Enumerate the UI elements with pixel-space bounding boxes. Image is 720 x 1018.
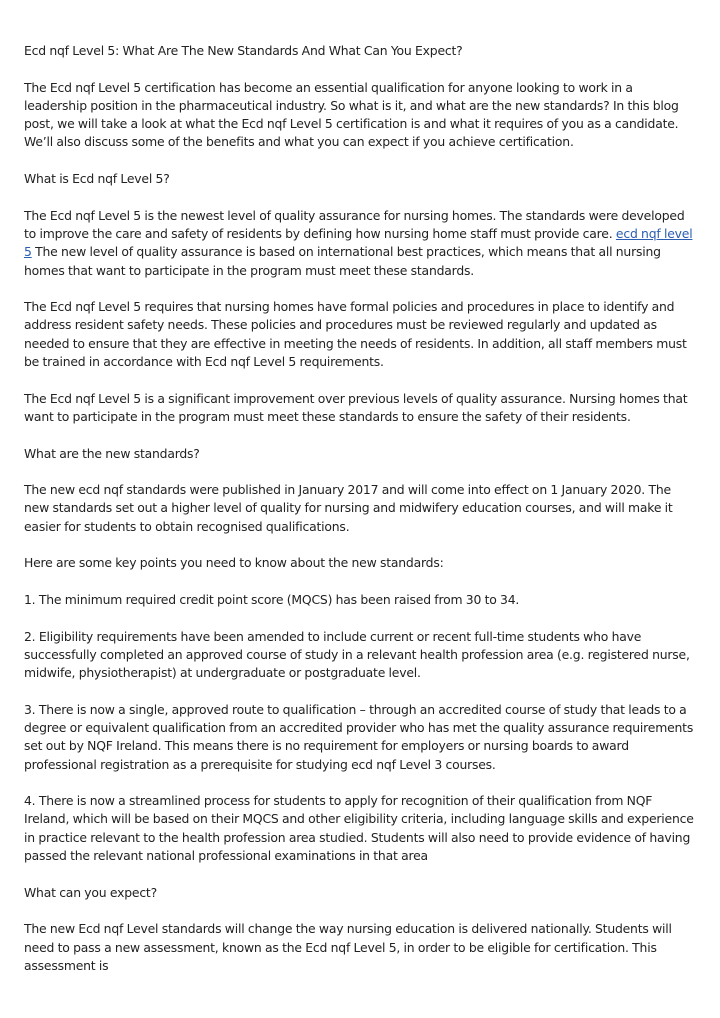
what-is-paragraph-2: The Ecd nqf Level 5 requires that nursing homes have formal policies and procedures in place to identify and address resident safety needs. These policies and procedures must be reviewed regularly and updated as needed to ensure that they are effective in meeting the needs of residents. In addition, all staff members must be trained in accordance with Ecd nqf Level 5 requirements. [24,299,687,370]
heading-new-standards: What are the new standards? [24,445,200,461]
what-is-paragraph-3: The Ecd nqf Level 5 is a significant improvement over previous levels of quality assurance. Nursing homes that want to participate in the program must meet these standards to ensure the safety of their residents. [24,390,688,424]
ecd-nqf-level-5-link[interactable]: ecd nqf level 5 [24,225,693,260]
intro-paragraph: The Ecd nqf Level 5 certification has become an essential qualification for anyone looking to work in a leadership position in the pharmaceutical industry. So what is it, and what are the new standards? In this blog post, we will take a look at what the Ecd nqf Level 5 certification is and what it requires of you as a candidate. We’ll also discuss some of the benefits and what you can expect if you achieve certification. [24,79,679,150]
document-title: Ecd nqf Level 5: What Are The New Standards And What Can You Expect? [24,43,463,58]
new-standards-paragraph: The new ecd nqf standards were published in January 2017 and will come into effect on 1 January 2020. The new standards set out a higher level of quality for nursing and midwifery education courses, and will make it easier for students to obtain recognised qualifications. [24,482,673,534]
heading-expect: What can you expect? [24,884,157,900]
key-point-item: 4. There is now a streamlined process for students to apply for recognition of their qualification from NQF Ireland, which will be based on their MQCS and other eligibility criteria, including language skills and experience in practice relevant to the health profession area studied. Students will also need to provide evidence of having passed the relevant national professional examinations in that area [24,793,694,864]
document-page [24,42,696,993]
key-point-item: 1. The minimum required credit point score (MQCS) has been raised from 30 to 34. [24,591,520,607]
what-is-paragraph-1 [24,207,696,280]
key-point-item: 2. Eligibility requirements have been amended to include current or recent full-time students who have successfully completed an approved course of study in a relevant health profession area (e.g. registered nurse, midwife, physiotherapist) at undergraduate or postgraduate level. [24,628,690,681]
what-is-text-after-link: The new level of quality assurance is based on international best practices, which means that all nursing homes that want to participate in the program must meet these standards. [24,244,661,278]
what-is-text-before-link: The Ecd nqf Level 5 is the newest level of quality assurance for nursing homes. The standards were developed to improve the care and safety of residents by defining how nursing home staff must provide care. [24,207,685,241]
key-point-item: 3. There is now a single, approved route to qualification – through an accredited course of study that leads to a degree or equivalent qualification from an accredited provider who has met the quality assurance requirements set out by NQF Ireland. This means there is no requirement for employers or nursing boards to award professional registration as a prerequisite for studying ecd nqf Level 3 courses. [24,701,694,772]
heading-what-is: What is Ecd nqf Level 5? [24,171,170,187]
expect-paragraph: The new Ecd nqf Level standards will change the way nursing education is delivered nationally. Students will need to pass a new assessment, known as the Ecd nqf Level 5, in order to be eligible for certification. This assessment is [24,921,672,973]
key-points-intro: Here are some key points you need to know about the new standards: [24,555,444,571]
